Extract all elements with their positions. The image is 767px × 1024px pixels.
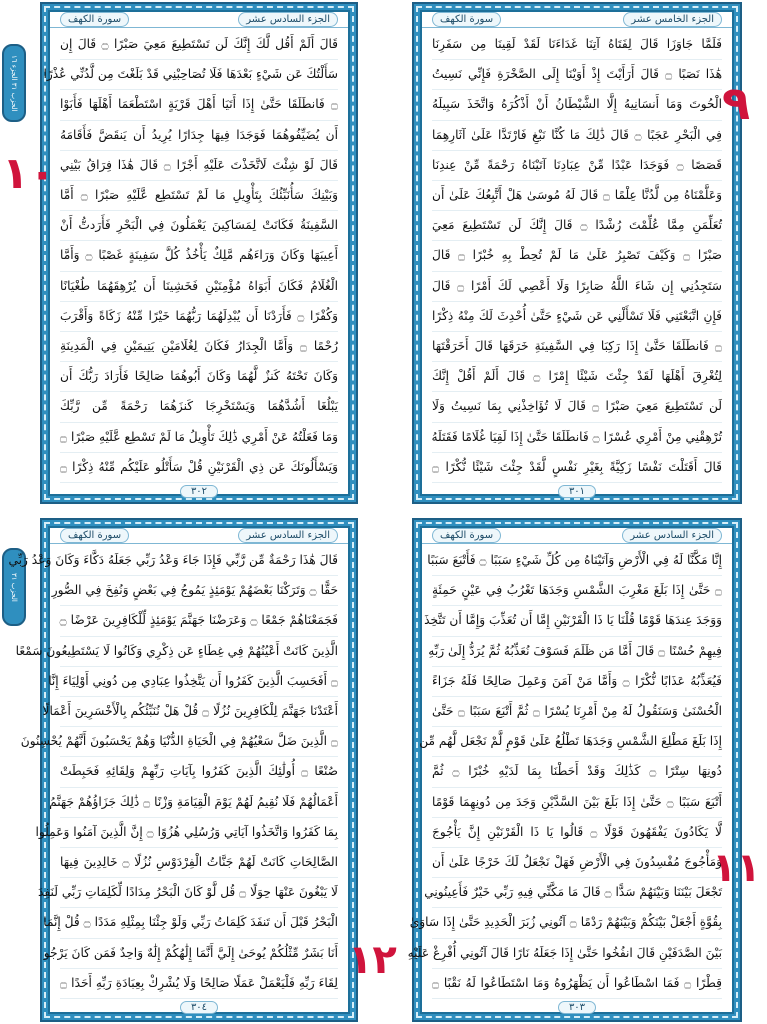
text-line: بِمَا كَفَرُوا وَاتَّخَذُوا آيَاتِي وَرُسُلِي هُزُوًا ۝ إِنَّ الَّذِينَ آمَنُوا وَعَمِلُوا	[60, 818, 338, 848]
text-line: لِتُغْرِقَ أَهْلَهَا لَقَدْ جِئْتَ شَيْئًا إِمْرًا ۝ قَالَ أَلَمْ أَقُلْ إِنَّكَ	[432, 362, 722, 392]
page-footer	[422, 485, 732, 498]
text-line: قَصَصًا ۝ فَوَجَدَا عَبْدًا مِّنْ عِبَادِنَا آتَيْنَاهُ رَحْمَةً مِّنْ عِندِنَا	[432, 151, 722, 181]
text-line: فِي الْبَحْرِ عَجَبًا ۝ قَالَ ذَٰلِكَ مَا كُنَّا نَبْغِ فَارْتَدَّا عَلَىٰ آثَارِهِمَا	[432, 121, 722, 151]
text-line: إِذَا بَلَغَ مَطْلِعَ الشَّمْسِ وَجَدَهَا تَطْلُعُ عَلَىٰ قَوْمٍ لَّمْ نَجْعَل لَّهُم مِّن	[432, 727, 722, 757]
text-line: وَمَأْجُوجَ مُفْسِدُونَ فِي الْأَرْضِ فَهَلْ نَجْعَلُ لَكَ خَرْجًا عَلَىٰ أَن	[432, 848, 722, 878]
text-line: أَعْمَالُهُمْ فَلَا نُقِيمُ لَهُمْ يَوْمَ الْقِيَامَةِ وَزْنًا ۝ ذَٰلِكَ جَزَاؤُهُمْ جَهَنَّمُ	[60, 788, 338, 818]
surah-name: سورة الكهف	[60, 12, 129, 27]
page-text	[422, 28, 732, 485]
page-header	[50, 528, 348, 544]
juz-name: الجزء السادس عشر	[622, 528, 722, 543]
text-line: الْحُسْنَىٰ وَسَنَقُولُ لَهُ مِنْ أَمْرِنَا يُسْرًا ۝ ثُمَّ أَتْبَعَ سَبَبًا ۝ حَتَّىٰ	[432, 697, 722, 727]
handwritten-number-10: ١٠	[2, 148, 56, 199]
text-line: أَعِيبَهَا وَكَانَ وَرَاءَهُم مَّلِكٌ يَأْخُذُ كُلَّ سَفِينَةٍ غَصْبًا ۝ وَأَمَّا	[60, 241, 338, 271]
text-line: ۝ فَانطَلَقَا حَتَّىٰ إِذَا رَكِبَا فِي السَّفِينَةِ خَرَقَهَا قَالَ أَخَرَقْتَهَا	[432, 332, 722, 362]
text-line: فِيهِمْ حُسْنًا ۝ قَالَ أَمَّا مَن ظَلَمَ فَسَوْفَ نُعَذِّبُهُ ثُمَّ يُرَدُّ إِلَىٰ رَبِّهِ	[432, 637, 722, 667]
text-line: وَعَلَّمْنَاهُ مِن لَّدُنَّا عِلْمًا ۝ قَالَ لَهُ مُوسَىٰ هَلْ أَتَّبِعُكَ عَلَىٰ أَن	[432, 181, 722, 211]
text-line: الَّذِينَ كَانَتْ أَعْيُنُهُمْ فِي غِطَاءٍ عَن ذِكْرِي وَكَانُوا لَا يَسْتَطِيعُونَ سَمْعًا	[60, 637, 338, 667]
page-footer	[50, 485, 348, 498]
page-text	[407, 544, 732, 1001]
text-line: قَالَ هَٰذَا رَحْمَةٌ مِّن رَّبِّي فَإِذَا جَاءَ وَعْدُ رَبِّي جَعَلَهُ دَكَّاءَ وَكَانَ وَعْدُ رَبِّي	[60, 546, 338, 576]
mushaf-page-303	[407, 518, 742, 1022]
text-line: بِقُوَّةٍ أَجْعَلْ بَيْنَكُمْ وَبَيْنَهُمْ رَدْمًا ۝ آتُونِي زُبَرَ الْحَدِيدِ حَتَّىٰ إِذَا سَاوَىٰ	[432, 908, 722, 938]
page-header	[50, 12, 348, 28]
handwritten-number-12: ١٢	[348, 937, 397, 983]
handwritten-number-11: ١١	[712, 845, 761, 891]
juz-name: الجزء السادس عشر	[238, 12, 338, 27]
text-line: رُحْمًا ۝ وَأَمَّا الْجِدَارُ فَكَانَ لِغُلَامَيْنِ يَتِيمَيْنِ فِي الْمَدِينَةِ	[60, 332, 338, 362]
text-line: هَٰذَا نَصَبًا ۝ قَالَ أَرَأَيْتَ إِذْ أَوَيْنَا إِلَى الصَّخْرَةِ فَإِنِّي نَسِيتُ	[432, 60, 722, 90]
text-line: فَجَمَعْنَاهُمْ جَمْعًا ۝ وَعَرَضْنَا جَهَنَّمَ يَوْمَئِذٍ لِّلْكَافِرِينَ عَرْضًا ۝	[60, 606, 338, 636]
page-footer	[50, 1001, 348, 1014]
text-line: تُعَلِّمَنِ مِمَّا عُلِّمْتَ رُشْدًا ۝ قَالَ إِنَّكَ لَن تَسْتَطِيعَ مَعِيَ	[432, 211, 722, 241]
text-line: صُنْعًا ۝ أُولَٰئِكَ الَّذِينَ كَفَرُوا بِآيَاتِ رَبِّهِمْ وَلِقَائِهِ فَحَبِطَتْ	[60, 757, 338, 787]
text-line: أَتْبَعَ سَبَبًا ۝ حَتَّىٰ إِذَا بَلَغَ بَيْنَ السَّدَّيْنِ وَجَدَ مِن دُونِهِمَا قَوْمًا	[432, 788, 722, 818]
text-line: قَالَ لَوْ شِئْتَ لَاتَّخَذْتَ عَلَيْهِ أَجْرًا ۝ قَالَ هَٰذَا فِرَاقُ بَيْنِي	[60, 151, 338, 181]
text-line: أَعْتَدْنَا جَهَنَّمَ لِلْكَافِرِينَ نُزُلًا ۝ قُلْ هَلْ نُنَبِّئُكُم بِالْأَخْسَرِينَ أَعْمَالًا	[60, 697, 338, 727]
mushaf-page-302	[40, 2, 358, 504]
hizb-ornament-top-label: الحزب ٣١ الجزء ١٦	[10, 54, 18, 112]
text-line: ۝ أَفَحَسِبَ الَّذِينَ كَفَرُوا أَن يَتَّخِذُوا عِبَادِي مِن دُونِي أَوْلِيَاءَ إِنَّا	[60, 667, 338, 697]
text-line: فَإِنِ اتَّبَعْتَنِي فَلَا تَسْأَلْنِي عَن شَيْءٍ حَتَّىٰ أُحْدِثَ لَكَ مِنْهُ ذِكْرًا	[432, 302, 722, 332]
text-line: وَبَيْنِكَ سَأُنَبِّئُكَ بِتَأْوِيلِ مَا لَمْ تَسْتَطِع عَّلَيْهِ صَبْرًا ۝ أَمَّا	[60, 181, 338, 211]
text-line: تُرْهِقْنِي مِنْ أَمْرِي عُسْرًا ۝ فَانطَلَقَا حَتَّىٰ إِذَا لَقِيَا غُلَامًا فَقَتَلَهُ	[432, 423, 722, 453]
surah-name: سورة الكهف	[432, 528, 501, 543]
text-line: يَبْلُغَا أَشُدَّهُمَا وَيَسْتَخْرِجَا كَنزَهُمَا رَحْمَةً مِّن رَّبِّكَ	[60, 392, 338, 422]
text-line: قَالَ أَلَمْ أَقُل لَّكَ إِنَّكَ لَن تَسْتَطِيعَ مَعِيَ صَبْرًا ۝ قَالَ إِن	[60, 30, 338, 60]
text-line: أَن يُضَيِّفُوهُمَا فَوَجَدَا فِيهَا جِدَارًا يُرِيدُ أَن يَنقَضَّ فَأَقَامَهُ	[60, 121, 338, 151]
text-line: لَن تَسْتَطِيعَ مَعِيَ صَبْرًا ۝ قَالَ لَا تُؤَاخِذْنِي بِمَا نَسِيتُ وَلَا	[432, 392, 722, 422]
text-line: تَجْعَلَ بَيْنَنَا وَبَيْنَهُمْ سَدًّا ۝ قَالَ مَا مَكَّنِّي فِيهِ رَبِّي خَيْرٌ فَأَعِينُونِي	[432, 878, 722, 908]
text-line: لَّا يَكَادُونَ يَفْقَهُونَ قَوْلًا ۝ قَالُوا يَا ذَا الْقَرْنَيْنِ إِنَّ يَأْجُوجَ	[432, 818, 722, 848]
text-line: فَيُعَذِّبُهُ عَذَابًا نُّكْرًا ۝ وَأَمَّا مَنْ آمَنَ وَعَمِلَ صَالِحًا فَلَهُ جَزَاءً	[432, 667, 722, 697]
text-line: وَمَا فَعَلْتُهُ عَنْ أَمْرِي ذَٰلِكَ تَأْوِيلُ مَا لَمْ تَسْطِع عَّلَيْهِ صَبْرًا ۝	[60, 423, 338, 453]
text-line: الصَّالِحَاتِ كَانَتْ لَهُمْ جَنَّاتُ الْفِرْدَوْسِ نُزُلًا ۝ خَالِدِينَ فِيهَا	[60, 848, 338, 878]
text-line: إِنَّا مَكَّنَّا لَهُ فِي الْأَرْضِ وَآتَيْنَاهُ مِن كُلِّ شَيْءٍ سَبَبًا ۝ فَأَتْبَعَ سَبَبًا	[432, 546, 722, 576]
surah-name: سورة الكهف	[60, 528, 129, 543]
text-line: دُونِهَا سِتْرًا ۝ كَذَٰلِكَ وَقَدْ أَحَطْنَا بِمَا لَدَيْهِ خُبْرًا ۝ ثُمَّ	[432, 757, 722, 787]
text-line: قَالَ أَقَتَلْتَ نَفْسًا زَكِيَّةً بِغَيْرِ نَفْسٍ لَّقَدْ جِئْتَ شَيْئًا نُّكْرًا ۝	[432, 453, 722, 483]
text-line: الْحُوتَ وَمَا أَنسَانِيهُ إِلَّا الشَّيْطَانُ أَنْ أَذْكُرَهُ وَاتَّخَذَ سَبِيلَهُ	[432, 90, 722, 120]
text-line: قِطْرًا ۝ فَمَا اسْطَاعُوا أَن يَظْهَرُوهُ وَمَا اسْتَطَاعُوا لَهُ نَقْبًا ۝	[432, 969, 722, 999]
text-line: فَلَمَّا جَاوَزَا قَالَ لِفَتَاهُ آتِنَا غَدَاءَنَا لَقَدْ لَقِينَا مِن سَفَرِنَا	[432, 30, 722, 60]
text-line: صَبْرًا ۝ وَكَيْفَ تَصْبِرُ عَلَىٰ مَا لَمْ تُحِطْ بِهِ خُبْرًا ۝ قَالَ	[432, 241, 722, 271]
text-line: ۝ الَّذِينَ ضَلَّ سَعْيُهُمْ فِي الْحَيَاةِ الدُّنْيَا وَهُمْ يَحْسَبُونَ أَنَّهُمْ يُحْسِنُونَ	[60, 727, 338, 757]
text-line: سَأَلْتُكَ عَن شَيْءٍ بَعْدَهَا فَلَا تُصَاحِبْنِي قَدْ بَلَغْتَ مِن لَّدُنِّي عُذْرًا	[60, 60, 338, 90]
text-line: ۝ فَانطَلَقَا حَتَّىٰ إِذَا أَتَيَا أَهْلَ قَرْيَةٍ اسْتَطْعَمَا أَهْلَهَا فَأَبَوْا	[60, 90, 338, 120]
text-line: الْغُلَامُ فَكَانَ أَبَوَاهُ مُؤْمِنَيْنِ فَخَشِينَا أَن يُرْهِقَهُمَا طُغْيَانًا	[60, 272, 338, 302]
mushaf-page-301	[412, 2, 742, 504]
text-line: ۝ حَتَّىٰ إِذَا بَلَغَ مَغْرِبَ الشَّمْسِ وَجَدَهَا تَغْرُبُ فِي عَيْنٍ حَمِئَةٍ	[432, 576, 722, 606]
text-line: وَوَجَدَ عِندَهَا قَوْمًا قُلْنَا يَا ذَا الْقَرْنَيْنِ إِمَّا أَن تُعَذِّبَ وَإِمَّا أَن تَتَّخِذَ	[432, 606, 722, 636]
page-header	[422, 528, 732, 544]
text-line: حَقًّا ۝ وَتَرَكْنَا بَعْضَهُمْ يَوْمَئِذٍ يَمُوجُ فِي بَعْضٍ وَنُفِخَ فِي الصُّورِ	[60, 576, 338, 606]
handwritten-number-9: ٩	[722, 76, 751, 130]
text-line: السَّفِينَةُ فَكَانَتْ لِمَسَاكِينَ يَعْمَلُونَ فِي الْبَحْرِ فَأَرَدتُّ أَنْ	[60, 211, 338, 241]
text-line: الْبَحْرُ قَبْلَ أَن تَنفَدَ كَلِمَاتُ رَبِّي وَلَوْ جِئْنَا بِمِثْلِهِ مَدَدًا ۝ قُلْ إِنَّمَا	[60, 908, 338, 938]
text-line: بَيْنَ الصَّدَفَيْنِ قَالَ انفُخُوا حَتَّىٰ إِذَا جَعَلَهُ نَارًا قَالَ آتُونِي أُفْرِغْ عَلَيْهِ	[432, 939, 722, 969]
page-number: ٣٠١	[558, 485, 596, 498]
hizb-ornament-bottom-label: الحزب ٣١	[10, 572, 18, 602]
text-line: لَا يَبْغُونَ عَنْهَا حِوَلًا ۝ قُل لَّوْ كَانَ الْبَحْرُ مِدَادًا لِّكَلِمَاتِ رَبِّي لَنَفِدَ	[60, 878, 338, 908]
page-footer	[422, 1001, 732, 1014]
page-number: ٣٠٤	[180, 1001, 218, 1014]
juz-name: الجزء السادس عشر	[238, 528, 338, 543]
hizb-ornament-top	[2, 44, 26, 122]
text-line: وَكُفْرًا ۝ فَأَرَدْنَا أَن يُبْدِلَهُمَا رَبُّهُمَا خَيْرًا مِّنْهُ زَكَاةً وَأَقْرَبَ	[60, 302, 338, 332]
text-line: وَيَسْأَلُونَكَ عَن ذِي الْقَرْنَيْنِ قُلْ سَأَتْلُو عَلَيْكُم مِّنْهُ ذِكْرًا ۝	[60, 453, 338, 483]
juz-name: الجزء الخامس عشر	[623, 12, 722, 27]
text-line: وَكَانَ تَحْتَهُ كَنزٌ لَّهُمَا وَكَانَ أَبُوهُمَا صَالِحًا فَأَرَادَ رَبُّكَ أَن	[60, 362, 338, 392]
page-text	[43, 28, 348, 485]
surah-name: سورة الكهف	[432, 12, 501, 27]
page-header	[422, 12, 732, 28]
text-line: أَنَا بَشَرٌ مِّثْلُكُمْ يُوحَىٰ إِلَيَّ أَنَّمَا إِلَٰهُكُمْ إِلَٰهٌ وَاحِدٌ فَمَن كَانَ يَرْجُو	[60, 939, 338, 969]
text-line: سَتَجِدُنِي إِن شَاءَ اللَّهُ صَابِرًا وَلَا أَعْصِي لَكَ أَمْرًا ۝ قَالَ	[432, 272, 722, 302]
text-line: لِقَاءَ رَبِّهِ فَلْيَعْمَلْ عَمَلًا صَالِحًا وَلَا يُشْرِكْ بِعِبَادَةِ رَبِّهِ أَحَدًا ۝	[60, 969, 338, 999]
page-number: ٣٠٢	[180, 485, 218, 498]
page-number: ٣٠٣	[558, 1001, 596, 1014]
